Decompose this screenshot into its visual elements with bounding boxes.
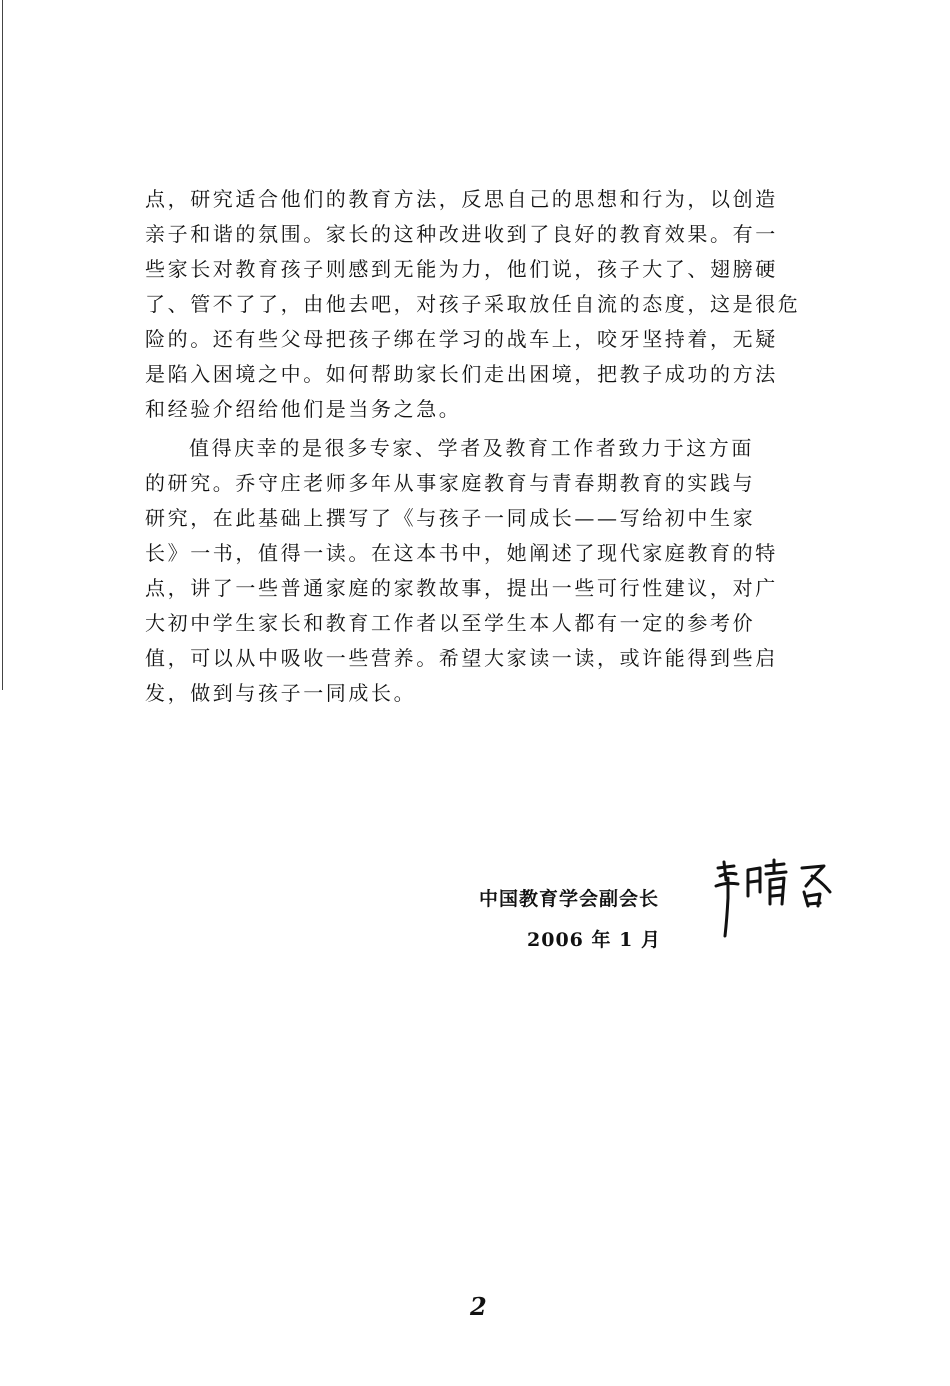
text-line: 值得庆幸的是很多专家、学者及教育工作者致力于这方面 (189, 436, 754, 460)
signature-date: 2006 年 1 月 (527, 929, 661, 951)
scan-edge-line (2, 0, 3, 690)
handwritten-signature (712, 858, 840, 938)
text-line: 亲子和谐的氛围。家长的这种改进收到了良好的教育效果。有一 (145, 222, 778, 246)
paragraph-1 (145, 182, 830, 427)
text-line: 点，研究适合他们的教育方法，反思自己的思想和行为，以创造 (145, 187, 778, 211)
text-line: 发，做到与孩子一同成长。 (145, 681, 417, 705)
text-line: 值，可以从中吸收一些营养。希望大家读一读，或许能得到些启 (145, 646, 778, 670)
text-line: 大初中学生家长和教育工作者以至学生本人都有一定的参考价 (145, 611, 756, 635)
text-line: 了、管不了了，由他去吧，对孩子采取放任自流的态度，这是很危 (145, 292, 801, 316)
paragraph-2 (145, 431, 830, 711)
text-line: 和经验介绍给他们是当务之急。 (145, 397, 462, 421)
text-line: 研究，在此基础上撰写了《与孩子一同成长——写给初中生家 (145, 506, 756, 530)
signer-title: 中国教育学会副会长 (479, 888, 660, 910)
text-line: 险的。还有些父母把孩子绑在学习的战车上，咬牙坚持着，无疑 (145, 327, 778, 351)
body-text (145, 182, 830, 711)
text-line: 是陷入困境之中。如何帮助家长们走出困境，把教子成功的方法 (145, 362, 778, 386)
text-line: 点，讲了一些普通家庭的家教故事，提出一些可行性建议，对广 (145, 576, 778, 600)
text-line: 些家长对教育孩子则感到无能为力，他们说，孩子大了、翅膀硬 (145, 257, 778, 281)
text-line: 长》一书，值得一读。在这本书中，她阐述了现代家庭教育的特 (145, 541, 778, 565)
text-line: 的研究。乔守庄老师多年从事家庭教育与青春期教育的实践与 (145, 471, 756, 495)
page-number: 2 (470, 1292, 487, 1321)
